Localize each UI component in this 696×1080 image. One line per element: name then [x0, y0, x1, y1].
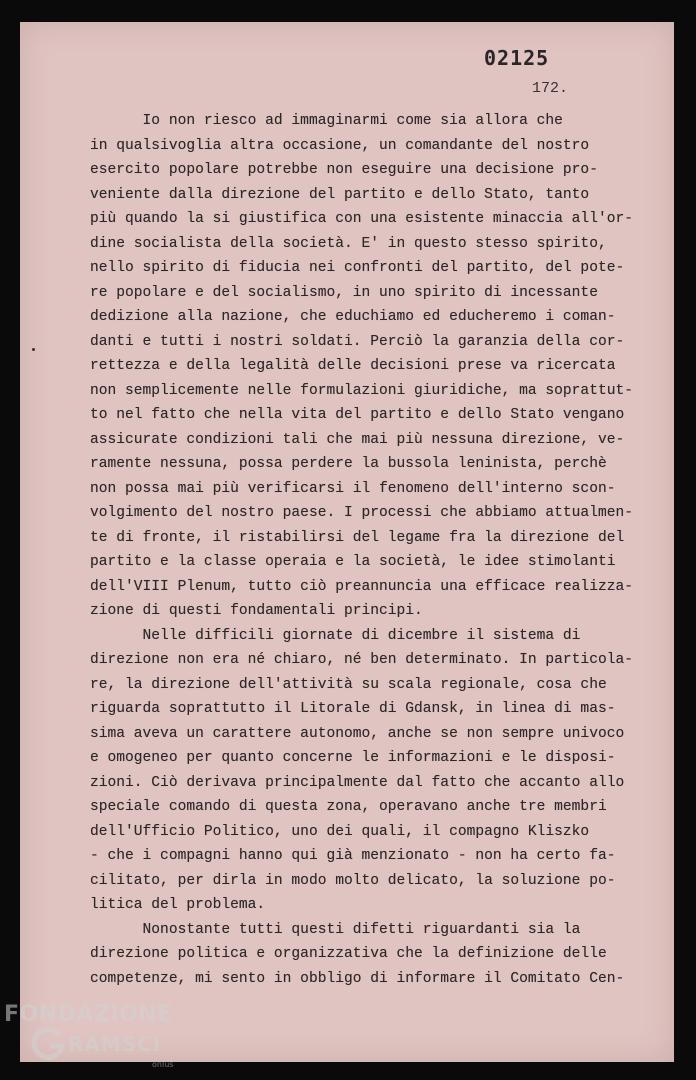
text-line: litica del problema. — [90, 897, 266, 913]
text-line: ramente nessuna, possa perdere la bussola leninista, perchè — [90, 456, 607, 472]
fondazione-gramsci-watermark — [4, 1002, 174, 1078]
gramsci-g-logo-icon — [30, 1026, 66, 1062]
text-line: veniente dalla direzione del partito e dello Stato, tanto — [90, 186, 590, 203]
text-line: esercito popolare potrebbe non eseguire una decisione pro- — [90, 162, 598, 178]
text-line: direzione politica e organizzativa che la definizione delle — [90, 946, 607, 962]
text-line: dedizione alla nazione, che educhiamo ed educheremo i coman- — [90, 309, 616, 325]
archive-number: 02125 — [484, 46, 550, 70]
document-page — [20, 22, 674, 1062]
text-line: Nelle difficili giornate di dicembre il sistema di — [90, 627, 581, 644]
page-number: 172. — [532, 80, 569, 97]
text-line: te di fronte, il ristabilirsi del legame fra la direzione del — [90, 529, 625, 546]
watermark-line2: RAMSCI — [68, 1032, 162, 1056]
watermark-line1: FONDAZIONE — [4, 1002, 173, 1027]
text-line: re, la direzione dell'attività su scala regionale, cosa che — [90, 676, 607, 693]
text-line: Nonostante tutti questi difetti riguardanti sia la — [90, 921, 581, 938]
text-line: zioni. Ciò derivava principalmente dal fatto che accanto allo — [90, 774, 625, 791]
text-line: Io non riesco ad immaginarmi come sia allora che — [90, 113, 563, 129]
text-line: dine socialista della società. E' in questo stesso spirito, — [90, 235, 607, 252]
text-line: danti e tutti i nostri soldati. Perciò la garanzia della cor- — [90, 333, 625, 350]
text-line: assicurate condizioni tali che mai più nessuna direzione, ve- — [90, 431, 625, 448]
text-line: cilitato, per dirla in modo molto delicato, la soluzione po- — [90, 872, 616, 889]
text-line: rettezza e della legalità delle decisioni prese va ricercata — [90, 358, 616, 374]
text-line: e omogeneo per quanto concerne le informazioni e le disposi- — [90, 750, 616, 766]
text-line: partito e la classe operaia e la società, le idee stimolanti — [90, 554, 616, 570]
watermark-onlus: onlus — [152, 1060, 174, 1069]
text-line: dell'Ufficio Politico, uno dei quali, il compagno Kliszko — [90, 823, 590, 840]
text-line: competenze, mi sento in obbligo di informare il Comitato Cen- — [90, 970, 625, 987]
text-line: to nel fatto che nella vita del partito e dello Stato vengano — [90, 407, 625, 423]
text-line: volgimento del nostro paese. I processi che abbiamo attualmen- — [90, 505, 633, 521]
text-line: in qualsivoglia altra occasione, un comandante del nostro — [90, 137, 590, 154]
text-line: più quando la si giustifica con una esistente minaccia all'or- — [90, 211, 633, 227]
typed-text-body — [90, 109, 633, 991]
text-line: non possa mai più verificarsi il fenomeno dell'interno scon- — [90, 480, 616, 497]
text-line: non semplicemente nelle formulazioni giuridiche, ma soprattut- — [90, 382, 633, 399]
margin-mark — [32, 348, 35, 351]
text-line: re popolare e del socialismo, in uno spirito di incessante — [90, 284, 598, 301]
text-line: riguarda soprattutto il Litorale di Gdansk, in linea di mas- — [90, 701, 616, 717]
text-line: speciale comando di questa zona, operavano anche tre membri — [90, 799, 607, 815]
text-line: - che i compagni hanno qui già menzionato - non ha certo fa- — [90, 848, 616, 864]
text-line: sima aveva un carattere autonomo, anche se non sempre univoco — [90, 725, 625, 742]
text-line: dell'VIII Plenum, tutto ciò preannuncia una efficace realizza- — [90, 578, 633, 595]
text-line: direzione non era né chiaro, né ben determinato. In particola- — [90, 652, 633, 668]
text-line: nello spirito di fiducia nei confronti del partito, del pote- — [90, 260, 625, 276]
text-line: zione di questi fondamentali principi. — [90, 603, 423, 619]
